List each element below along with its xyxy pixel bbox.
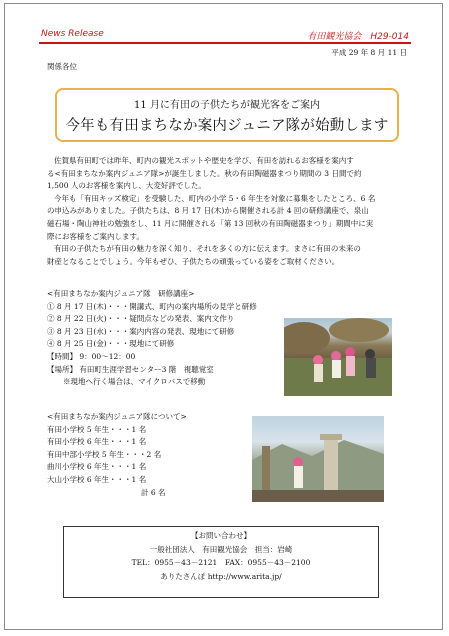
- member-item: 曲川小学校 6 年生・・・1 名: [47, 462, 147, 472]
- header-left-label: News Release: [41, 29, 104, 39]
- main-title: 今年も有田まちなか案内ジュニア隊が始動します: [65, 118, 389, 134]
- schedule-item: ③ 8 月 23 日(水)・・・案内内容の発表、現地にて研修: [47, 326, 235, 336]
- contact-org: 一般社団法人 有田観光協会 担当：岩崎: [149, 544, 293, 554]
- members-total: 計 6 名: [141, 487, 166, 497]
- body-line: る<有田まちなか案内ジュニア隊>が誕生しました。秋の有田陶磁器まつり期間の 3 日間で約: [47, 168, 362, 178]
- body-line: 際にお客様をご案内します。: [47, 231, 144, 241]
- contact-phone: TEL：0955－43－2121 FAX：0955－43－2100: [131, 558, 311, 567]
- schedule-item: ① 8 月 17 日(木)・・・開講式、町内の案内場所の見学と研修: [47, 301, 257, 311]
- members-heading: <有田まちなか案内ジュニア隊について>: [47, 412, 187, 421]
- schedule-place: 【場所】 有田町生涯学習センター3 階 視聴覚室: [47, 364, 214, 374]
- body-text: [47, 155, 413, 268]
- contact-box: [63, 526, 379, 598]
- training-photo-illustration: [284, 318, 392, 396]
- schedule-heading: <有田まちなか案内ジュニア隊 研修講座>: [47, 289, 195, 298]
- schedule-item: ② 8 月 22 日(火)・・・疑問点などの発表、案内文作り: [47, 314, 235, 324]
- members-list: [47, 411, 227, 499]
- contact-website-link[interactable]: ありたさんぽ http://www.arita.jp/: [160, 571, 282, 581]
- body-line: 磁石場・陶山神社の勉強をし、11 月に開催される「第 13 回秋の有田陶磁器まつり」期間中に実: [47, 218, 374, 228]
- release-date: 平成 29 年 8 月 11 日: [331, 48, 407, 57]
- schedule-time: 【時間】 9：00～12：00: [47, 351, 136, 361]
- header-right-label: 有田観光協会 H29-014: [307, 32, 409, 42]
- body-line: 1,500 人のお客様を案内し、大変好評でした。: [47, 181, 206, 191]
- guide-photo-illustration: [252, 416, 384, 502]
- member-item: 有田中部小学校 5 年生・・・2 名: [47, 449, 162, 459]
- schedule-note: ※現地へ行く場合は、マイクロバスで移動: [63, 377, 206, 387]
- contact-title: 【お問い合わせ】: [191, 531, 251, 540]
- recipient: 関係各位: [47, 62, 77, 71]
- member-item: 大山小学校 6 年生・・・1 名: [47, 474, 147, 484]
- schedule-item: ④ 8 月 25 日(金)・・・現地にて研修: [47, 339, 175, 349]
- member-item: 有田小学校 6 年生・・・1 名: [47, 437, 147, 447]
- guide-photo: [252, 416, 384, 502]
- body-line: 今年も「有田キッズ検定」を受験した、町内の小学 5・6 年生を対象に募集をしたところ、6 名: [54, 193, 376, 203]
- body-line: 有田の子供たちが有田の魅力を深く知り、それを多くの方に伝えます。まさに有田の未来の: [54, 244, 361, 254]
- press-release-page: [4, 3, 443, 630]
- body-line: の申込みがありました。子供たちは、8 月 17 日(木)から開催される計 4 回の研修講座で、泉山: [47, 206, 369, 216]
- training-photo: [284, 318, 392, 396]
- body-line: 佐賀県有田町では昨年、町内の観光スポットや歴史を学び、有田を訪れるお客様を案内す: [54, 156, 354, 165]
- subtitle: 11 月に有田の子供たちが観光客をご案内: [134, 100, 320, 111]
- body-line: 財産となることでしょう。今年もぜひ、子供たちの頑張っている姿をご取材ください。: [47, 256, 340, 266]
- member-item: 有田小学校 5 年生・・・1 名: [47, 424, 147, 434]
- training-schedule: [47, 288, 267, 389]
- title-box: [55, 88, 399, 142]
- news-release-header: [39, 26, 411, 44]
